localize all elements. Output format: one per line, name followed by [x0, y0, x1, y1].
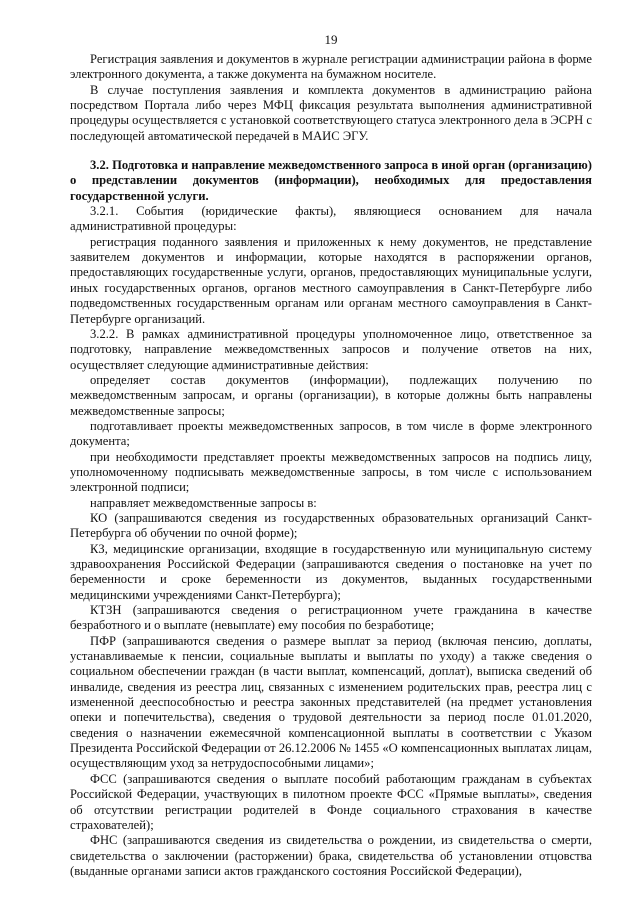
paragraph-fss: ФСС (запрашиваются сведения о выплате пособий работающим гражданам в субъектах Российской Федерации, участвующих в пилотном проекте ФСС «Прямые выплаты», сведения об отсутствии регистрации родителей в Фонде социального страхования в качестве страхователей);: [70, 771, 592, 832]
paragraph-kz: КЗ, медицинские организации, входящие в государственную или муниципальную систему здравоохранения Российской Федерации (запрашиваются сведения о постановке на учет по беременности и сроке беременности из документов, выданных государственными медицинскими учреждениями Санкт-Петербурга);: [70, 541, 592, 602]
paragraph-ko: КО (запрашиваются сведения из государственных образовательных организаций Санкт-Петербурга об обучении по очной форме);: [70, 510, 592, 541]
paragraph-3-2-1: 3.2.1. События (юридические факты), являющиеся основанием для начала административной процедуры:: [70, 204, 592, 234]
paragraph-fns: ФНС (запрашиваются сведения из свидетельства о рождении, из свидетельства о смерти, свидетельства о заключении (расторжении) брака, свидетельства об установлении отцовства (выданные органами записи актов гражданского состояния Российской Федерации),: [70, 833, 592, 878]
section-heading-3-2: 3.2. Подготовка и направление межведомственного запроса в иной орган (организацию) о представлении документов (информации), необходимых для предоставления государственной услуги.: [70, 158, 592, 203]
paragraph-portal-mfc: В случае поступления заявления и комплекта документов в администрацию района посредством Портала либо через МФЦ фиксация результата выполнения административной процедуры осуществляется с установкой соответствующего статуса электронного дела в ЭСРН с последующей автоматической передачей в МАИС ЭГУ.: [70, 82, 592, 143]
paragraph-submits-for-signature: при необходимости представляет проекты межведомственных запросов на подпись лицу, уполномоченному подписывать межведомственные запросы, в том числе с использованием электронной подписи;: [70, 449, 592, 495]
paragraph-pfr: ПФР (запрашиваются сведения о размере выплат за период (включая пенсию, доплаты, устанавливаемые к пенсии, социальные выплаты и выплаты по уходу) а также сведения о социальном обеспечении граждан (в части выплат, компенсаций, доплат), выписка сведений об инвалиде, сведения из реестра лиц, связанных с изменением родительских прав, реестра лиц с измененной дееспособностью и реестра законных представителей (на предмет установления опеки и попечительства), сведения о трудовой деятельности за период после 01.01.2020, сведения о назначении ежемесячной компенсационной выплаты в соответствии с Указом Президента Российской Федерации от 26.12.2006 № 1455 «О компенсационных выплатах лицам, осуществляющим уход за нетрудоспособными лицами»;: [70, 633, 592, 771]
paragraph-sends-requests: направляет межведомственные запросы в:: [90, 495, 317, 510]
paragraph-registration: Регистрация заявления и документов в журнале регистрации администрации района в форме электронного документа, а также документа на бумажном носителе.: [70, 52, 592, 82]
paragraph-registration-grounds: регистрация поданного заявления и приложенных к нему документов, не представление заявителем документов и информации, которые находятся в распоряжении органов, предоставляющих государственные услуги, органов, предоставляющих муниципальные услуги, иных государственных органов, органов местного самоуправления в Санкт-Петербурге либо подведомственных государственным органам или органам местного самоуправления в Санкт-Петербурге организаций.: [70, 234, 592, 326]
paragraph-ktzn: КТЗН (запрашиваются сведения о регистрационном учете гражданина в качестве безработного и о выплате (невыплате) ему пособия по безработице;: [70, 603, 592, 633]
paragraph-defines-composition: определяет состав документов (информации), подлежащих получению по межведомственным запросам, и органы (организации), в которые должны быть направлены межведомственные запросы;: [70, 372, 592, 418]
page-number: 19: [324, 32, 338, 47]
paragraph-prepares-drafts: подготавливает проекты межведомственных запросов, в том числе в форме электронного документа;: [70, 418, 592, 449]
paragraph-3-2-2: 3.2.2. В рамках административной процедуры уполномоченное лицо, ответственное за подготовку, направление межведомственных запросов и получение ответов на них, осуществляет следующие административные действия:: [70, 326, 592, 372]
